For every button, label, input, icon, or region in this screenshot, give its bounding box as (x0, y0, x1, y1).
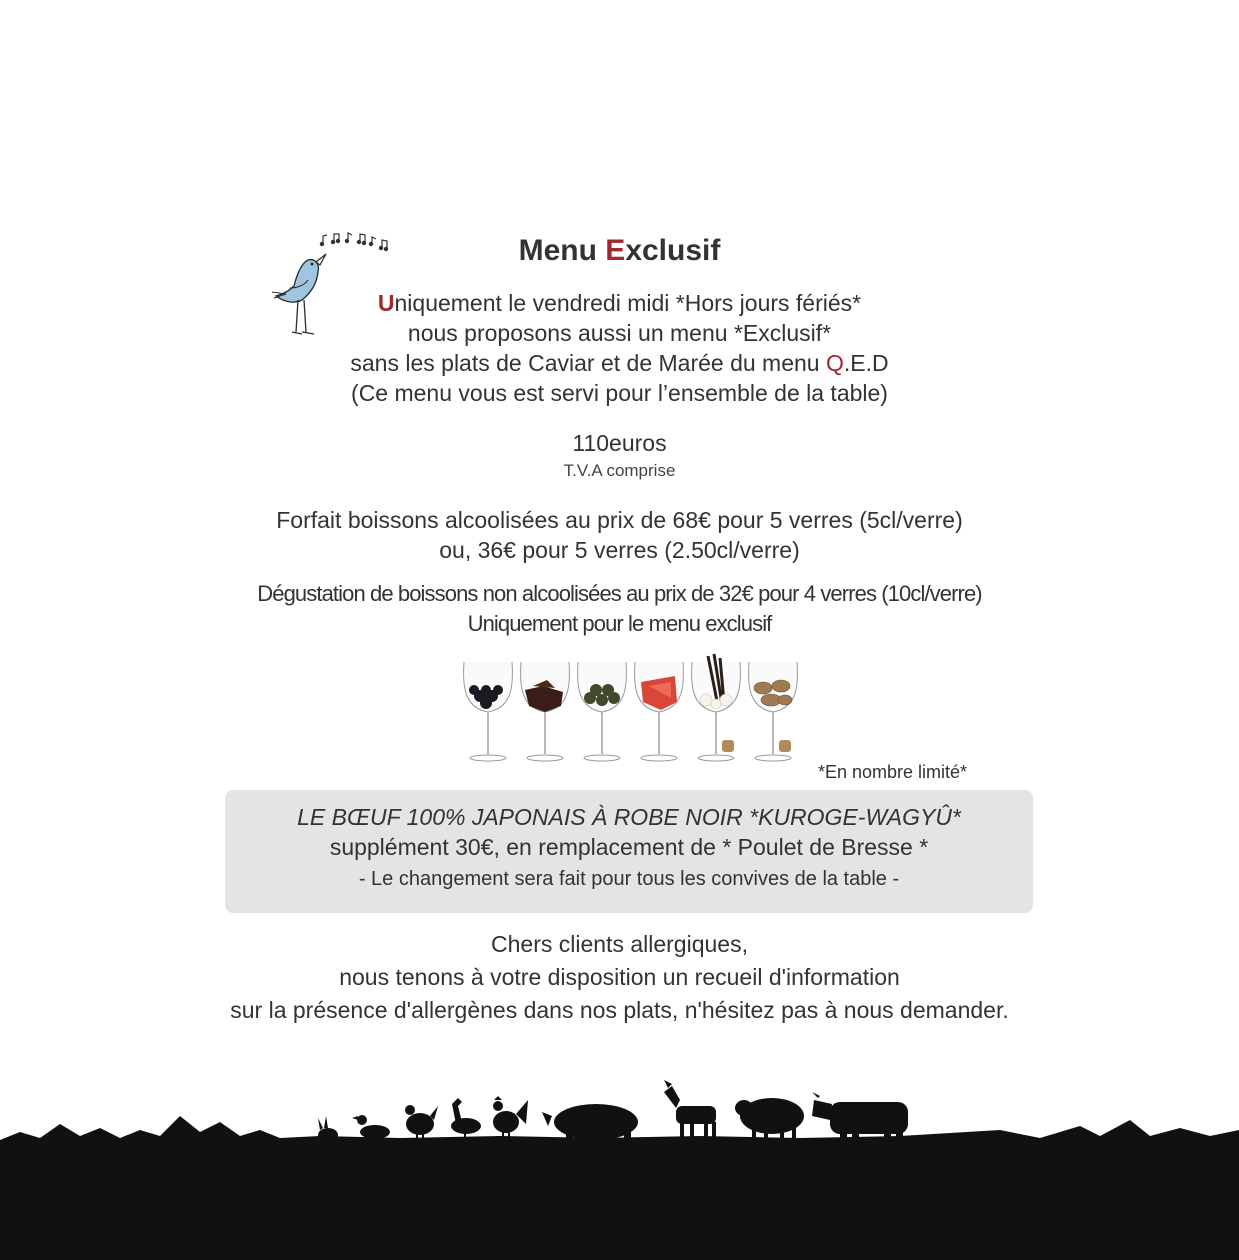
allergy-line-2: nous tenons à votre disposition un recueil d'information (339, 964, 900, 990)
soft-line-1: Dégustation de boissons non alcoolisées au prix de 32€ pour 4 verres (10cl/verre) (257, 581, 982, 606)
allergy-line-1: Chers clients allergiques, (491, 931, 748, 957)
intro-line-1: Uniquement le vendredi midi *Hors jours fériés* (377, 290, 862, 316)
wagyu-supplement-box (225, 790, 1033, 913)
goose-icon (451, 1098, 481, 1142)
intro-text (0, 288, 1239, 408)
limited-note: *En nombre limité* (818, 762, 968, 782)
green-olive-glass (578, 662, 627, 761)
tax-note: T.V.A comprise (563, 461, 676, 480)
tasting-glasses (460, 656, 805, 768)
soft-pairing (0, 579, 1239, 639)
soft-line-2: Uniquement pour le menu exclusif (467, 611, 772, 636)
red-pepper-glass (635, 662, 684, 761)
rabbit-icon (318, 1116, 338, 1142)
alcohol-line-2: ou, 36€ pour 5 verres (2.50cl/verre) (439, 537, 800, 563)
alcohol-pairing (0, 505, 1239, 565)
menu-price: 110euros (572, 430, 667, 456)
hen-icon (405, 1105, 438, 1142)
chocolate-glass (521, 662, 570, 761)
intro-line-2: nous proposons aussi un menu *Exclusif* (407, 320, 832, 346)
intro-line-3: sans les plats de Caviar et de Marée du menu Q.E.D (350, 350, 889, 376)
vanilla-flower-glass (692, 654, 741, 761)
page-title: Menu Exclusif (518, 234, 721, 267)
mushroom-glass (749, 662, 798, 761)
intro-line-4: (Ce menu vous est servi pour l’ensemble de la table) (351, 380, 888, 406)
rooster-icon (493, 1096, 528, 1142)
alcohol-line-1: Forfait boissons alcoolisées au prix de 68€ pour 5 verres (5cl/verre) (276, 507, 963, 533)
wagyu-supplement: supplément 30€, en remplacement de * Poulet de Bresse * (329, 834, 929, 860)
wagyu-note: - Le changement sera fait pour tous les convives de la table - (358, 868, 900, 890)
farm-silhouette (0, 1080, 1239, 1260)
allergy-line-3: sur la présence d'allergènes dans nos plats, n'hésitez pas à nous demander. (230, 997, 1009, 1023)
blackberry-glass (464, 662, 513, 761)
allergy-notice (0, 928, 1239, 1027)
wagyu-title: LE BŒUF 100% JAPONAIS À ROBE NOIR *KUROGE-WAGYÛ* (297, 804, 961, 830)
